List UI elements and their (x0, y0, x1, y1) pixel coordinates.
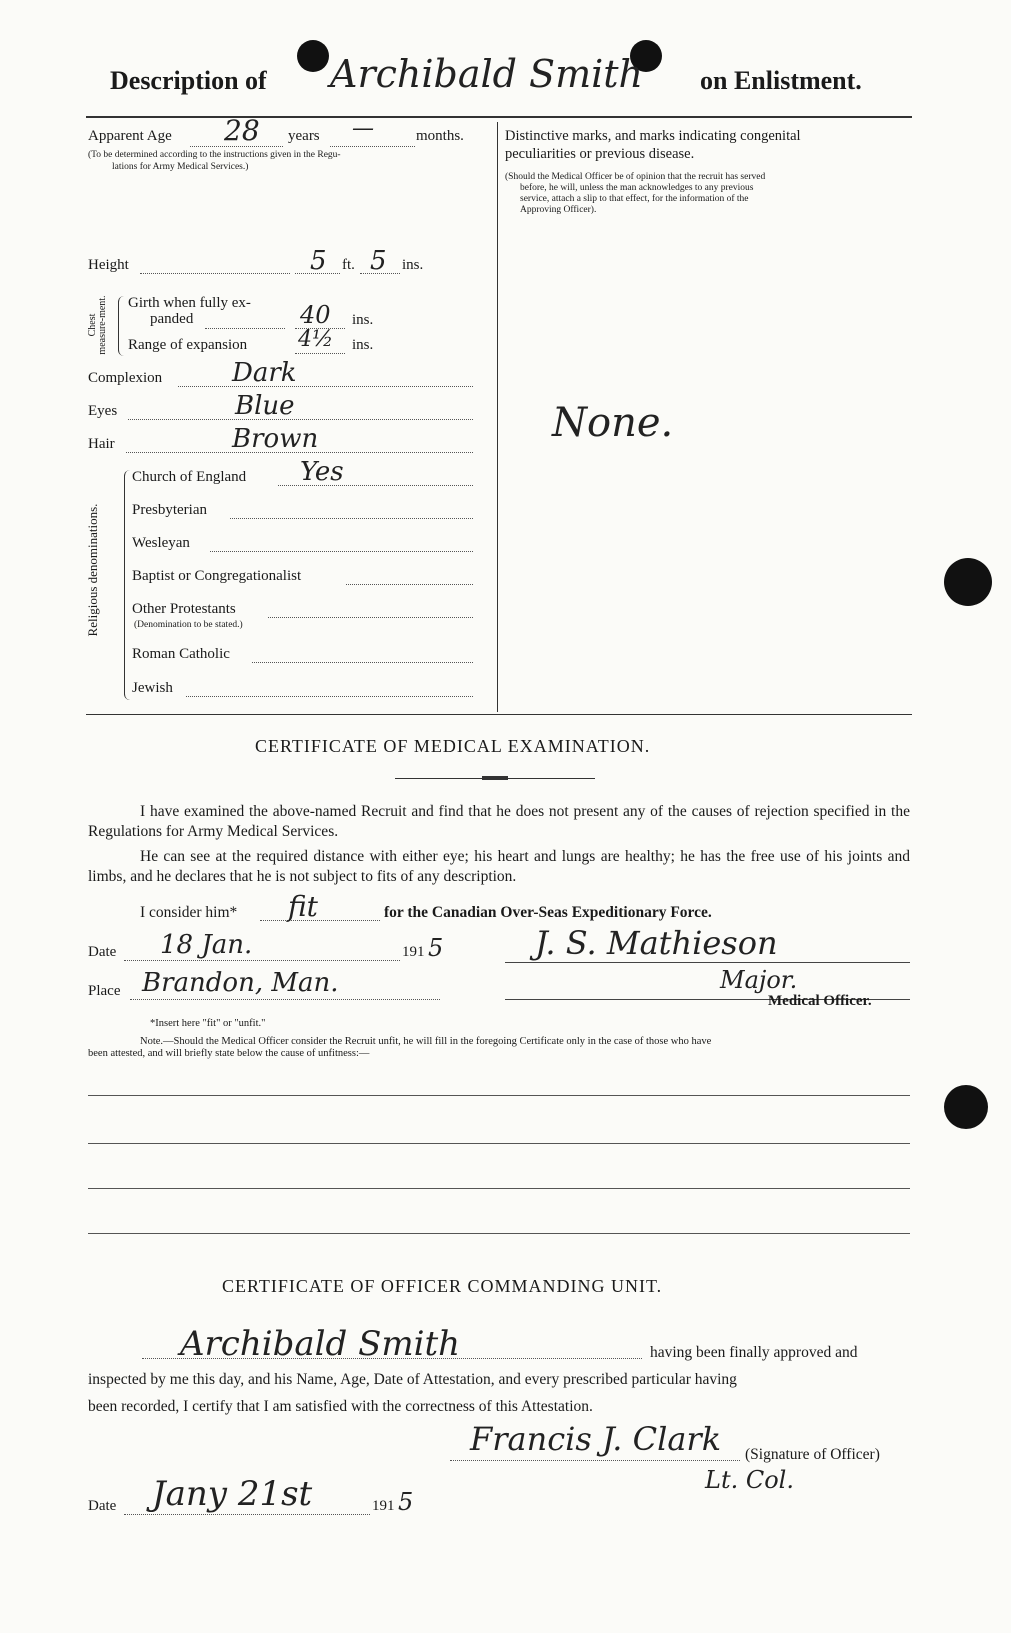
medical-year-prefix: 191 (402, 944, 425, 960)
medical-note-1: Note.—Should the Medical Officer consider the Recruit unfit, he will fill in the foregoing Certificate only in the case of those who have (140, 1036, 712, 1047)
hair-value: Brown (232, 424, 319, 454)
religion-church-of-england-label: Church of England (132, 469, 247, 485)
marks-note-1: (Should the Medical Officer be of opinion that the recruit has served (505, 172, 766, 182)
signature-label: (Signature of Officer) (745, 1446, 880, 1463)
medical-title-rule-mark (482, 776, 508, 780)
age-note-2: lations for Army Medical Services.) (112, 162, 249, 172)
commanding-date-value: Jany 21st (152, 1474, 313, 1514)
header-suffix: on Enlistment. (700, 66, 862, 95)
commanding-year-digit: 5 (398, 1488, 414, 1516)
religion-wesleyan-line (210, 551, 473, 552)
ft-label: ft. (342, 257, 355, 273)
religion-brace (124, 470, 132, 700)
punch-hole-right-upper (944, 558, 992, 606)
commanding-year-prefix: 191 (372, 1498, 395, 1514)
eyes-value: Blue (235, 391, 295, 421)
height-line (140, 273, 290, 274)
medical-title: CERTIFICATE OF MEDICAL EXAMINATION. (255, 736, 651, 756)
commanding-title: CERTIFICATE OF OFFICER COMMANDING UNIT. (222, 1276, 663, 1296)
header-rule (86, 116, 912, 118)
punch-hole-right-lower (944, 1085, 988, 1129)
marks-note-2: before, he will, unless the man acknowledges to any previous (520, 183, 754, 193)
commanding-line-3: been recorded, I certify that I am satisfied with the correctness of this Attestation. (88, 1398, 593, 1415)
height-ft-value: 5 (310, 246, 327, 276)
range-unit: ins. (352, 337, 374, 353)
medical-officer-label: Medical Officer. (768, 993, 872, 1009)
religion-roman-catholic-line (252, 662, 473, 663)
religious-denominations-label: Religious denominations. (85, 503, 100, 637)
complexion-value: Dark (232, 358, 297, 388)
girth-label-1: Girth when fully ex- (128, 295, 251, 311)
medical-year-digit: 5 (428, 934, 444, 962)
religion-church-of-england-value: Yes (300, 457, 344, 487)
consider-suffix: for the Canadian Over-Seas Expeditionary Force. (384, 904, 712, 921)
consider-label: I consider him* (140, 904, 238, 921)
range-value: 4½ (298, 327, 334, 352)
height-label: Height (88, 257, 129, 273)
religion-baptist-line (346, 584, 473, 585)
complexion-line (178, 386, 473, 387)
header-prefix: Description of (110, 66, 267, 95)
religion-roman-catholic-label: Roman Catholic (132, 646, 230, 662)
religion-presbyterian-line (230, 518, 473, 519)
medical-signature: J. S. Mathieson (535, 924, 778, 962)
unfitness-line-4 (88, 1233, 910, 1234)
commanding-date-line (124, 1514, 370, 1515)
girth-line (205, 328, 285, 329)
years-label: years (288, 128, 320, 144)
ins-label: ins. (402, 257, 424, 273)
medical-para-2: He can see at the required distance with either eye; his heart and lungs are healthy; he has the free use of his joints and limbs, and he declares that he is not subject to fits of any description. (88, 848, 910, 885)
chest-brace (118, 296, 125, 356)
range-label: Range of expansion (128, 337, 248, 353)
approved-label: having been finally approved and (650, 1344, 858, 1361)
age-months-value: — (352, 116, 374, 141)
commanding-date-label: Date (88, 1498, 117, 1514)
header-name: Archibald Smith (330, 52, 644, 96)
religion-presbyterian-label: Presbyterian (132, 502, 207, 518)
medical-date-value: 18 Jan. (160, 930, 253, 960)
marks-title-1: Distinctive marks, and marks indicating congenital (505, 128, 801, 144)
girth-unit: ins. (352, 312, 374, 328)
insert-note: *Insert here "fit" or "unfit." (150, 1018, 266, 1029)
medical-rank: Major. (720, 966, 798, 994)
medical-note-2: been attested, and will briefly state below the cause of unfitness:— (88, 1048, 370, 1059)
range-value-line (295, 353, 345, 354)
punch-hole-top-left (297, 40, 329, 72)
religion-jewish-label: Jewish (132, 680, 173, 696)
consider-value: fit (288, 890, 318, 923)
age-note-1: (To be determined according to the instructions given in the Regu- (88, 150, 341, 160)
religion-other-protestants-label: Other Protestants (132, 601, 236, 617)
eyes-label: Eyes (88, 403, 118, 419)
religion-baptist-label: Baptist or Congregationalist (132, 568, 302, 584)
consider-line (260, 920, 380, 921)
religion-wesleyan-label: Wesleyan (132, 535, 190, 551)
marks-value: None. (552, 400, 674, 446)
unfitness-line-3 (88, 1188, 910, 1189)
description-bottom-rule (86, 714, 912, 715)
commanding-signature: Francis J. Clark (470, 1420, 722, 1458)
unfitness-line-1 (88, 1095, 910, 1096)
religion-jewish-line (186, 696, 473, 697)
girth-value: 40 (300, 301, 331, 329)
commanding-rank: Lt. Col. (705, 1466, 794, 1494)
marks-title-2: peculiarities or previous disease. (505, 146, 695, 162)
hair-label: Hair (88, 436, 115, 452)
column-divider (497, 122, 498, 712)
medical-place-value: Brandon, Man. (142, 968, 339, 998)
girth-label-2: panded (150, 311, 194, 327)
complexion-label: Complexion (88, 370, 163, 386)
age-years-value: 28 (224, 114, 260, 147)
chest-measurement-label: Chest measure-ment. (87, 295, 108, 355)
marks-note-3: service, attach a slip to that effect, for the information of the (520, 194, 749, 204)
unfitness-line-2 (88, 1143, 910, 1144)
eyes-line (128, 419, 473, 420)
medical-para-1: I have examined the above-named Recruit and find that he does not present any of the causes of rejection specified in the Regulations for Army Medical Services. (88, 803, 910, 840)
commanding-name-value: Archibald Smith (180, 1324, 461, 1364)
commanding-signature-line (450, 1460, 740, 1461)
medical-signature-line (505, 962, 910, 963)
age-label: Apparent Age (88, 128, 172, 144)
medical-place-label: Place (88, 983, 121, 999)
other-protestants-note: (Denomination to be stated.) (134, 620, 243, 630)
age-months-line (330, 146, 415, 147)
medical-place-line (130, 999, 440, 1000)
medical-date-label: Date (88, 944, 117, 960)
commanding-line-2: inspected by me this day, and his Name, Age, Date of Attestation, and every prescribed particular having (88, 1371, 737, 1388)
religion-other-protestants-line (268, 617, 473, 618)
height-in-value: 5 (370, 246, 387, 276)
months-label: months. (416, 128, 464, 144)
medical-date-line (124, 960, 400, 961)
marks-note-4: Approving Officer). (520, 205, 597, 215)
